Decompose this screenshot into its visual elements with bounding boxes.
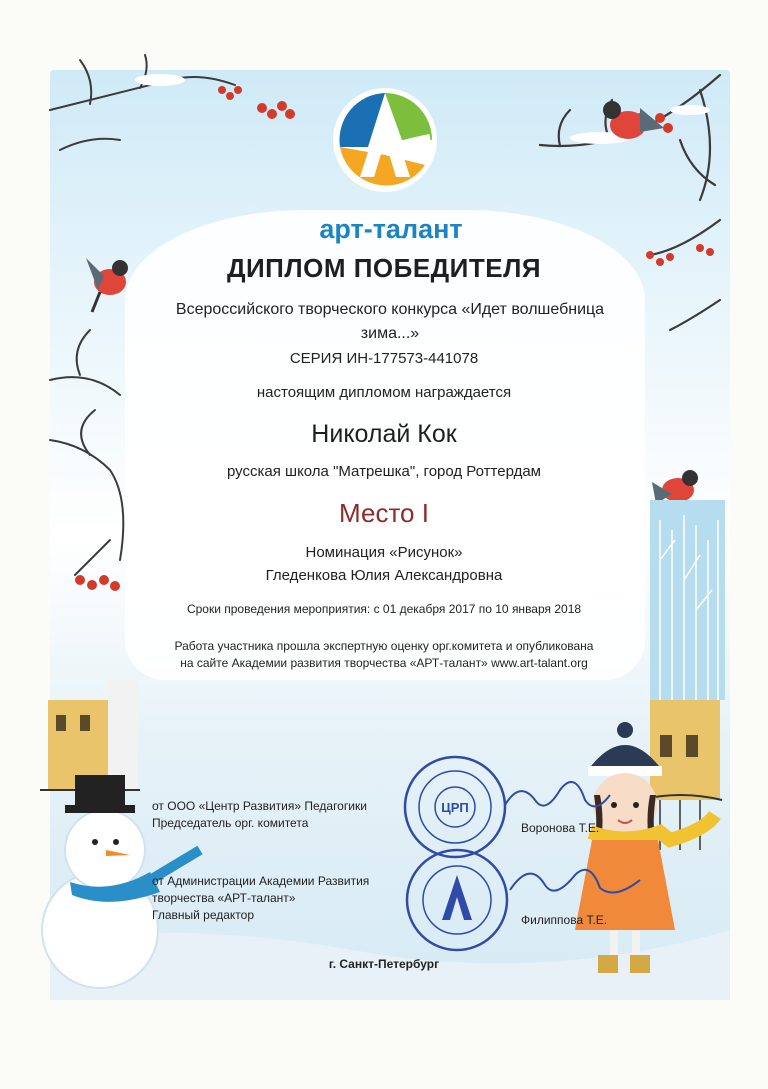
signatory-1-name: Воронова Т.Е. — [521, 821, 600, 835]
awarded-text: настоящим дипломом награждается — [256, 384, 512, 401]
stamp-center-text: ЦРП — [441, 800, 469, 815]
signatory-2-name: Филиппова Т.Е. — [521, 913, 608, 927]
diploma-title: ДИПЛОМ ПОБЕДИТЕЛЯ — [226, 253, 542, 283]
city-name: г. Санкт-Петербург — [328, 957, 440, 971]
stamp-art-talent — [402, 845, 512, 955]
review-line-1: Работа участника прошла экспертную оценку орг.комитета и опубликована — [174, 639, 594, 653]
event-dates: Сроки проведения мероприятия: с 01 декабря 2017 по 10 января 2018 — [186, 602, 582, 616]
contest-name: Всероссийского творческого конкурса «Идет волшебница зима...» — [175, 301, 605, 342]
teacher-name: Гледенкова Юлия Александровна — [265, 567, 503, 584]
signatory-2-org: от Администрации Академии Развития — [152, 874, 370, 888]
review-line-2: на сайте Академии развития творчества «АРТ-талант» www.art-talant.org — [180, 656, 588, 670]
signature-2-image — [510, 870, 640, 893]
signature-1-image — [505, 782, 610, 806]
recipient-name: Николай Кок — [311, 420, 457, 448]
award-place: Место I — [339, 498, 429, 528]
brand-name: арт-талант — [319, 214, 463, 244]
signatory-2-role: Главный редактор — [152, 908, 255, 922]
series-number: СЕРИЯ ИН-177573-441078 — [289, 350, 479, 367]
signatory-1-role: Председатель орг. комитета — [152, 816, 309, 830]
nomination: Номинация «Рисунок» — [305, 544, 463, 561]
signatory-1-org: от ООО «Центр Развития» Педагогики — [152, 799, 367, 813]
recipient-school: русская школа "Матрешка", город Роттердам — [227, 463, 541, 480]
signatory-2-org-cont: творчества «АРТ-талант» — [152, 891, 296, 905]
